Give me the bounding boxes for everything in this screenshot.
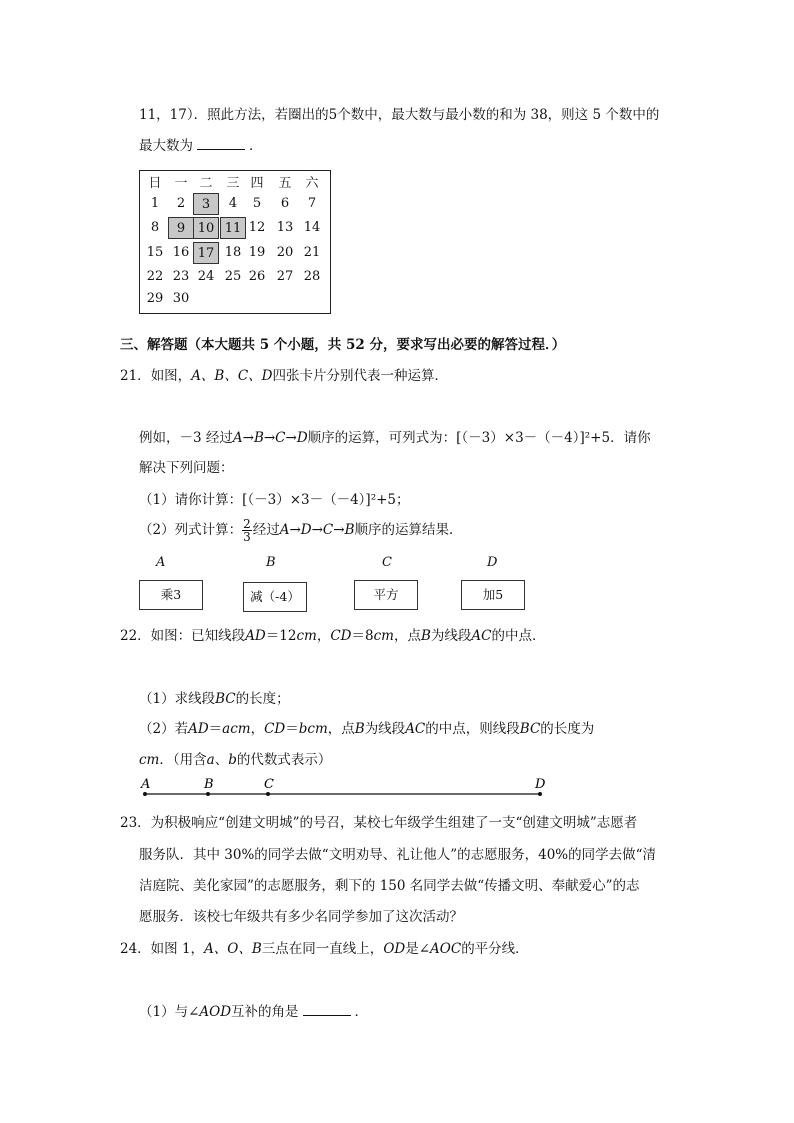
line-segment-figure bbox=[140, 776, 560, 802]
q24-part1 bbox=[139, 1000, 368, 1020]
q22-t3: ＝12 bbox=[265, 628, 297, 644]
q22-l2-f: 的代数式表示） bbox=[236, 752, 332, 768]
calendar-highlighted-cell: 10 bbox=[193, 217, 219, 239]
calendar-date-cell: 19 bbox=[248, 245, 266, 260]
q20-line1: 11，17）．照此方法，若圈出的5个数中，最大数与最小数的和为 38，则这 5 个数中的 bbox=[139, 107, 660, 123]
point-a-dot bbox=[143, 792, 147, 796]
q24-p1-d: ． bbox=[354, 1004, 369, 1020]
answer-blank[interactable] bbox=[303, 1003, 351, 1016]
q21-stem-vars: A、B、C、D bbox=[191, 368, 273, 384]
q23-line1: 23．为积极响应“创建文明城”的号召，某校七年级学生组建了一支“创建文明城”志愿者 bbox=[120, 815, 638, 831]
q22-t9: ，点 bbox=[393, 628, 421, 644]
q22-stem bbox=[120, 624, 545, 644]
q24-t2: A、O、B bbox=[204, 941, 262, 957]
q24-t3: 三点在同一直线上， bbox=[261, 941, 384, 957]
calendar-header-cell: 三 bbox=[226, 176, 240, 191]
calendar-date-cell: 13 bbox=[276, 220, 294, 235]
calendar-highlighted-cell: 11 bbox=[220, 217, 246, 239]
calendar-date-cell: 4 bbox=[228, 196, 238, 211]
q22-t12: AC bbox=[471, 628, 492, 644]
calendar-header-cell: 五 bbox=[278, 176, 292, 191]
q22-p1-b: BC bbox=[215, 691, 236, 707]
q20-line2 bbox=[139, 134, 263, 154]
q22-t8: cm bbox=[373, 628, 394, 644]
fraction-denominator: 3 bbox=[243, 530, 251, 544]
calendar-date-cell: 15 bbox=[146, 245, 164, 260]
q21-example bbox=[139, 426, 651, 446]
card-label-d: D bbox=[487, 555, 498, 570]
q22-p2-j: B bbox=[354, 721, 365, 737]
section-title: 三、解答题（本大题共 5 个小题，共 52 分，要求写出必要的解答过程．） bbox=[120, 337, 566, 353]
q21-part2-mid: 经过 bbox=[252, 522, 280, 538]
calendar-date-cell: 14 bbox=[303, 220, 321, 235]
calendar-date-cell: 29 bbox=[146, 291, 164, 306]
q21-part2-seq: A→D→C→B bbox=[279, 522, 355, 538]
fraction-numerator: 2 bbox=[243, 517, 251, 531]
q22-t13: 的中点． bbox=[491, 628, 546, 644]
point-d-label: D bbox=[535, 777, 546, 792]
q23-line3: 洁庭院、美化家园”的志愿服务，剩下的 150 名同学去做“传播文明、奉献爱心”的志 bbox=[139, 878, 640, 894]
q24-p1-c: 互补的角是 bbox=[231, 1004, 299, 1020]
calendar-header-cell: 四 bbox=[250, 176, 264, 191]
q21-part2-pre: （2）列式计算： bbox=[139, 522, 243, 538]
q23-line2: 服务队．其中 30%的同学去做“文明劝导、礼让他人”的志愿服务，40%的同学去做“清 bbox=[139, 847, 657, 863]
q22-p2-g: ＝ bbox=[285, 721, 299, 737]
point-d-dot bbox=[538, 792, 542, 796]
q22-p2-i: ，点 bbox=[327, 721, 355, 737]
q22-t4: cm bbox=[296, 628, 317, 644]
q24-t5: 是∠ bbox=[405, 941, 431, 957]
q24-p1-a: （1）与∠ bbox=[139, 1004, 200, 1020]
q22-p2-b: AD bbox=[188, 721, 209, 737]
point-c-dot bbox=[266, 792, 270, 796]
calendar-header-cell: 日 bbox=[148, 176, 162, 191]
q22-p2-h: bcm bbox=[298, 721, 328, 737]
point-b-dot bbox=[206, 792, 210, 796]
q22-t5: ， bbox=[316, 628, 331, 644]
calendar-date-cell: 5 bbox=[252, 196, 262, 211]
calendar-date-cell: 28 bbox=[303, 269, 321, 284]
q21-part1: （1）请你计算：[（－3）×3－（－4）]²+5； bbox=[139, 492, 410, 508]
calendar-date-cell: 30 bbox=[172, 291, 190, 306]
calendar-date-cell: 24 bbox=[197, 269, 215, 284]
calendar-header-cell: 一 bbox=[174, 176, 188, 191]
fraction-two-thirds bbox=[242, 518, 252, 543]
calendar-date-cell: 2 bbox=[176, 196, 186, 211]
q22-l2-a: cm bbox=[139, 752, 160, 768]
q22-t1: 22．如图：已知线段 bbox=[120, 628, 246, 644]
q22-t2: AD bbox=[245, 628, 266, 644]
calendar-date-cell: 20 bbox=[276, 245, 294, 260]
q22-p1-a: （1）求线段 bbox=[139, 691, 216, 707]
card-b: 减（-4） bbox=[243, 582, 307, 612]
q22-p1-c: 的长度； bbox=[235, 691, 290, 707]
card-c: 平方 bbox=[354, 580, 418, 610]
q21-number: 21． bbox=[120, 368, 151, 384]
q22-part2 bbox=[139, 717, 594, 737]
q21-part2 bbox=[139, 518, 463, 543]
calendar-date-cell: 22 bbox=[146, 269, 164, 284]
q21-example-line2: 解决下列问题： bbox=[139, 460, 234, 476]
calendar-date-cell: 18 bbox=[224, 245, 242, 260]
point-a-label: A bbox=[141, 777, 151, 792]
calendar-date-cell: 25 bbox=[224, 269, 242, 284]
q22-p2-l: AC bbox=[405, 721, 426, 737]
calendar-date-cell: 7 bbox=[307, 196, 317, 211]
q24-t1: 24．如图 1， bbox=[120, 941, 205, 957]
q22-p2-d: acm bbox=[222, 721, 251, 737]
q22-p2-f: CD bbox=[264, 721, 286, 737]
q21-example-post: 顺序的运算，可列式为：[（－3）×3－（－4）]²+5．请你 bbox=[307, 430, 651, 446]
q24-stem bbox=[120, 937, 529, 957]
q22-l2-b: ．（用含 bbox=[159, 752, 207, 768]
q23-line4: 愿服务．该校七年级共有多少名同学参加了这次活动？ bbox=[139, 909, 463, 925]
calendar-date-cell: 23 bbox=[172, 269, 190, 284]
q22-l2-d: 、 bbox=[214, 752, 229, 768]
calendar-header-cell: 六 bbox=[305, 176, 319, 191]
calendar-header-cell: 二 bbox=[199, 176, 213, 191]
calendar-date-cell: 12 bbox=[248, 220, 266, 235]
q24-p1-b: AOD bbox=[199, 1004, 232, 1020]
calendar-date-cell: 26 bbox=[248, 269, 266, 284]
q22-p2-c: ＝ bbox=[208, 721, 223, 737]
q21-stem bbox=[120, 364, 448, 384]
q21-part2-post: 顺序的运算结果． bbox=[354, 522, 463, 538]
q22-t11: 为线段 bbox=[430, 628, 472, 644]
q22-t10: B bbox=[420, 628, 431, 644]
q20-line2-text: 最大数为 bbox=[139, 138, 193, 154]
q24-t6: AOC bbox=[430, 941, 462, 957]
q21-stem-post: 四张卡片分别代表一种运算． bbox=[272, 368, 449, 384]
calendar-date-cell: 6 bbox=[280, 196, 290, 211]
card-label-c: C bbox=[382, 555, 392, 570]
calendar-highlighted-cell: 3 bbox=[193, 193, 219, 215]
calendar-date-cell: 27 bbox=[276, 269, 294, 284]
q22-p2-e: ， bbox=[250, 721, 265, 737]
q21-example-seq: A→B→C→D bbox=[232, 430, 308, 446]
calendar-date-cell: 8 bbox=[150, 220, 160, 235]
card-a: 乘3 bbox=[139, 580, 203, 610]
q22-p2-o: 的长度为 bbox=[540, 721, 595, 737]
q21-stem-pre: 如图， bbox=[150, 368, 192, 384]
card-d: 加5 bbox=[461, 580, 525, 610]
q22-p2-a: （2）若 bbox=[139, 721, 189, 737]
card-label-b: B bbox=[266, 555, 276, 570]
calendar-highlighted-cell: 17 bbox=[193, 242, 219, 264]
calendar-highlighted-cell: 9 bbox=[168, 217, 194, 239]
calendar-table bbox=[139, 170, 331, 314]
point-b-label: B bbox=[204, 777, 214, 792]
q22-p2-m: 的中点，则线段 bbox=[425, 721, 520, 737]
q22-part1 bbox=[139, 687, 290, 707]
q22-t7: ＝8 bbox=[351, 628, 374, 644]
q22-t6: CD bbox=[330, 628, 352, 644]
card-label-a: A bbox=[156, 555, 166, 570]
answer-blank[interactable] bbox=[197, 137, 245, 150]
q22-p2-k: 为线段 bbox=[364, 721, 406, 737]
q21-example-pre: 例如，－3 经过 bbox=[139, 430, 233, 446]
q24-t7: 的平分线． bbox=[461, 941, 529, 957]
q24-t4: OD bbox=[383, 941, 406, 957]
q20-line2-end: ． bbox=[249, 138, 263, 154]
calendar-date-cell: 16 bbox=[172, 245, 190, 260]
point-c-label: C bbox=[264, 777, 274, 792]
q22-l2-c: a bbox=[206, 752, 215, 768]
q22-part2-line2 bbox=[139, 748, 331, 768]
q22-p2-n: BC bbox=[519, 721, 541, 737]
calendar-date-cell: 1 bbox=[150, 196, 160, 211]
q22-l2-e: b bbox=[228, 752, 237, 768]
calendar-date-cell: 21 bbox=[303, 245, 321, 260]
